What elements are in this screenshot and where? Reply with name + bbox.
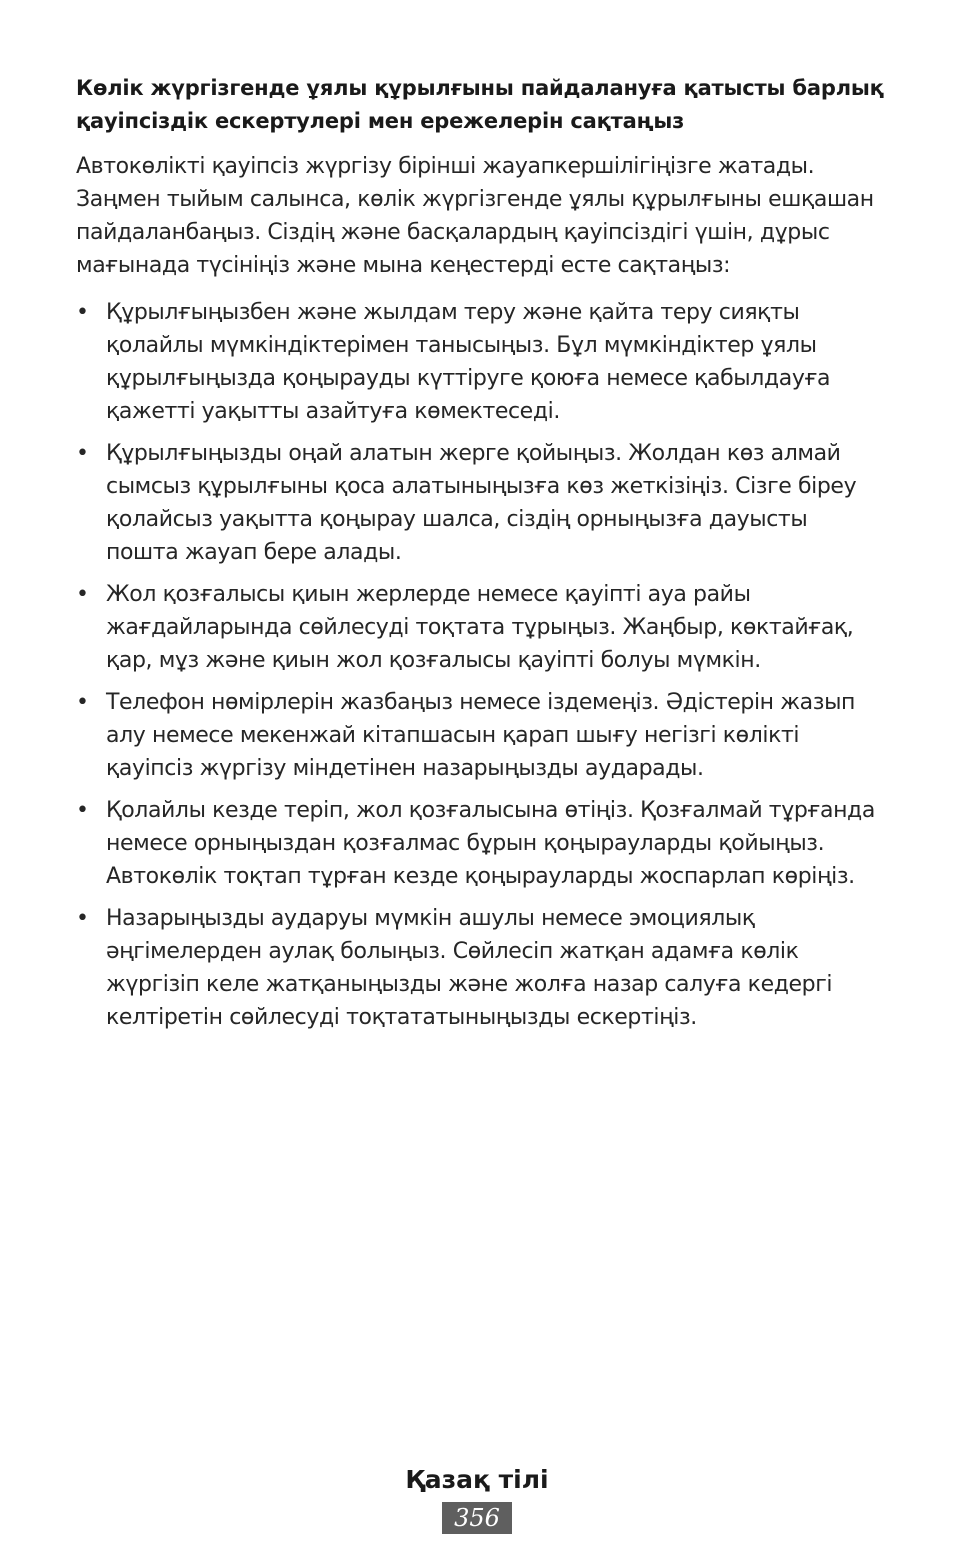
document-section: [76, 72, 886, 1043]
list-item: [76, 902, 886, 1034]
page-number: 356: [442, 1502, 512, 1534]
list-item-text: Назарыңызды аударуы мүмкін ашулы немесе эмоциялық әңгімелерден аулақ болыңыз. Сөйлесіп жатқан адамға көлік жүргізіп келе жатқаныңызды және жолға назар салуға кедергі келтіретін сөйлесуді тоқтататыныңызды ескертіңіз.: [106, 906, 833, 1030]
safety-tips-list: [76, 296, 886, 1034]
list-item-text: Құрылғыңызды оңай алатын жерге қойыңыз. Жолдан көз алмай сымсыз құрылғыны қоса алатыныңызға көз жеткізіңіз. Сізге біреу қолайсыз уақытта қоңырау шалса, сіздің орныңызға дауысты пошта жауап бере алады.: [106, 441, 857, 565]
list-item-text: Телефон нөмірлерін жазбаңыз немесе іздемеңіз. Әдістерін жазып алу немесе мекенжай кітапшасын қарап шығу негізгі көлікті қауіпсіз жүргізу міндетінен назарыңызды аударады.: [106, 690, 856, 781]
bullet-icon: •: [76, 441, 89, 466]
bullet-icon: •: [76, 690, 89, 715]
intro-paragraph: Автокөлікті қауіпсіз жүргізу бірінші жауапкершілігіңізге жатады. Заңмен тыйым салынса, көлік жүргізгенде ұялы құрылғыны ешқашан пайдаланбаңыз. Сіздің және басқалардың қауіпсіздігі үшін, дұрыс мағынада түсініңіз және мына кеңестерді есте сақтаңыз:: [76, 154, 874, 278]
bullet-icon: •: [76, 582, 89, 607]
page-footer: [0, 1462, 954, 1534]
list-item-text: Қолайлы кезде теріп, жол қозғалысына өтіңіз. Қозғалмай тұрғанда немесе орныңыздан қозғалмас бұрын қоңырауларды қойыңыз. Автокөлік тоқтап тұрған кезде қоңырауларды жоспарлап көріңіз.: [106, 798, 875, 889]
language-label: Қазақ тілі: [405, 1465, 549, 1494]
list-item: [76, 794, 886, 893]
list-item: [76, 437, 886, 569]
list-item: [76, 686, 886, 785]
bullet-icon: •: [76, 906, 89, 931]
bullet-icon: •: [76, 300, 89, 325]
list-item-text: Құрылғыңызбен және жылдам теру және қайта теру сияқты қолайлы мүмкіндіктерімен танысыңыз. Бұл мүмкіндіктер ұялы құрылғыңызда қоңырауды күттіруге қоюға немесе қабылдауға қажетті уақытты азайтуға көмектеседі.: [106, 300, 831, 424]
bullet-icon: •: [76, 798, 89, 823]
list-item: [76, 296, 886, 428]
list-item-text: Жол қозғалысы қиын жерлерде немесе қауіпті ауа райы жағдайларында сөйлесуді тоқтата тұрыңыз. Жаңбыр, көктайғақ, қар, мұз және қиын жол қозғалысы қауіпті болуы мүмкін.: [106, 582, 854, 673]
section-heading: Көлік жүргізгенде ұялы құрылғыны пайдалануға қатысты барлық қауіпсіздік ескертулері мен ережелерін сақтаңыз: [76, 76, 884, 133]
list-item: [76, 578, 886, 677]
